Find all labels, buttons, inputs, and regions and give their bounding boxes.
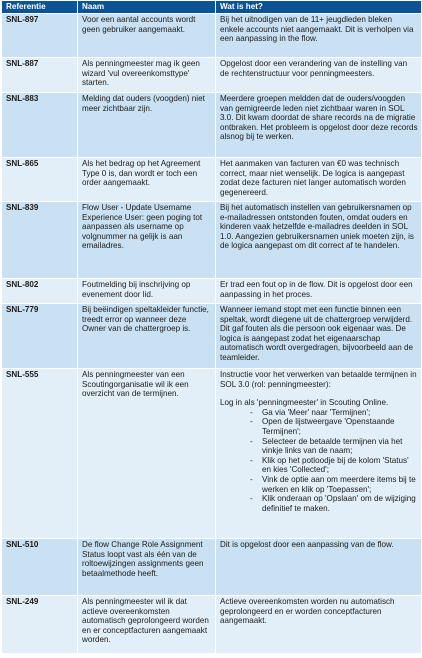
table-row [2, 158, 422, 202]
cell-naam: Als penningmeester van een Scoutingorganisatie wil ik een overzicht van de termijnen. [78, 369, 216, 539]
cell-omschrijving: Bij het automatisch instellen van gebruikersnamen op e-mailadressen ontstonden fouten, omdat ouders en kinderen vaak hetzelfde e-mailadres deelden in SOL 1.0. Aangezien gebruikersnamen uniek moeten zijn, is de logica aangepast om dit correct af te handelen. [216, 202, 422, 279]
table-body [2, 14, 422, 654]
cell-naam: Voor een aantal accounts wordt geen gebruiker aangemaakt. [78, 14, 216, 58]
header-naam: Naam [78, 1, 216, 14]
cell-referentie: SNL-839 [2, 202, 78, 279]
cell-omschrijving: Actieve overeenkomsten worden nu automatisch geprolongeerd en er worden conceptfacturen aangemaakt. [216, 596, 422, 654]
cell-naam: Als het bedrag op het Agreement Type 0 is, dan wordt er toch een order aangemaakt. [78, 158, 216, 202]
instruction-steps [220, 408, 418, 514]
cell-omschrijving [216, 369, 422, 539]
cell-naam: Als penningmeester mag ik geen wizard 'vul overeenkomsttype' starten. [78, 58, 216, 93]
cell-naam: De flow Change Role Assignment Status loopt vast als één van de roltoewijzingen assignments geen betaalmethode heeft. [78, 539, 216, 596]
cell-referentie: SNL-555 [2, 369, 78, 539]
cell-referentie: SNL-510 [2, 539, 78, 596]
cell-omschrijving: Opgelost door een verandering van de instelling van de rechtenstructuur voor penningmeesters. [216, 58, 422, 93]
instruction-step: - Vink de optie aan om meerdere items bij te werken en klik op 'Toepassen'; [250, 475, 418, 494]
table-row [2, 369, 422, 539]
release-notes-table [1, 0, 422, 654]
cell-omschrijving: Er trad een fout op in de flow. Dit is opgelost door een aanpassing in het proces. [216, 279, 422, 304]
cell-naam: Bij beëindigen speltakleider functie, treedt error op wanneer deze Owner van de chattergroep is. [78, 304, 216, 369]
instruction-step: - Selecteer de betaalde termijnen via het vinkje links van de naam; [250, 437, 418, 456]
instruction-step: - Ga via 'Meer' naar 'Termijnen'; [250, 408, 418, 418]
header-referentie: Referentie [2, 1, 78, 14]
instruction-step: - Klik onderaan op 'Opslaan' om de wijziging definitief te maken. [250, 494, 418, 513]
table-row [2, 279, 422, 304]
cell-naam: Als penningmeester wil ik dat actieve overeenkomsten automatisch geprolongeerd worden en er conceptfacturen aangemaakt worden. [78, 596, 216, 654]
instruction-login: Log in als 'penningmeester' in Scouting Online. [220, 398, 389, 408]
cell-referentie: SNL-887 [2, 58, 78, 93]
header-row [2, 1, 422, 14]
table-row [2, 93, 422, 158]
cell-omschrijving: Het aanmaken van facturen van €0 was technisch correct, maar niet wenselijk. De logica is aangepast zodat deze facturen niet langer automatisch worden gegenereerd. [216, 158, 422, 202]
header-wat-is-het: Wat is het? [216, 1, 422, 14]
cell-naam: Flow User - Update Username Experience User: geen poging tot aanpassen als username op volgnummer na gelijk is aan emailadres. [78, 202, 216, 279]
instruction-intro: Instructie voor het verwerken van betaalde termijnen in SOL 3.0 (rol: penningmeester): [220, 370, 417, 389]
table-row [2, 304, 422, 369]
cell-omschrijving: Bij het uitnodigen van de 11+ jeugdleden bleken enkele accounts niet aangemaakt. Dit is verholpen via een aanpassing in the flow. [216, 14, 422, 58]
table-row [2, 14, 422, 58]
paragraph-spacer [220, 389, 418, 398]
cell-omschrijving: Dit is opgelost door een aanpassing van de flow. [216, 539, 422, 596]
cell-referentie: SNL-779 [2, 304, 78, 369]
instruction-step: - Klik op het potloodje bij de kolom 'Status' en kies 'Collected'; [250, 456, 418, 475]
table-row [2, 539, 422, 596]
table-header [2, 1, 422, 14]
table-row [2, 596, 422, 654]
instruction-step: - Open de lijstweergave 'Openstaande Termijnen'; [250, 417, 418, 436]
cell-naam: Melding dat ouders (voogden) niet meer zichtbaar zijn. [78, 93, 216, 158]
cell-referentie: SNL-897 [2, 14, 78, 58]
cell-referentie: SNL-802 [2, 279, 78, 304]
table-row [2, 202, 422, 279]
cell-omschrijving: Wanneer iemand stopt met een functie binnen een speltak, wordt diegene uit de chattergroep verwijderd. Dit gaf fouten als die persoon ook eigenaar was. De logica is aangepast zodat het eigenaarschap automatisch wordt overgedragen, bijvoorbeeld aan de teamleider. [216, 304, 422, 369]
cell-omschrijving: Meerdere groepen meldden dat de ouders/voogden van gemigreerde leden niet zichtbaar waren in SOL 3.0. Dit kwam doordat de share records na de migratie ontbraken. Het probleem is opgelost door deze records alsnog bij te werken. [216, 93, 422, 158]
table-row [2, 58, 422, 93]
cell-referentie: SNL-865 [2, 158, 78, 202]
cell-referentie: SNL-883 [2, 93, 78, 158]
cell-naam: Foutmelding bij inschrijving op evenement door lid. [78, 279, 216, 304]
cell-referentie: SNL-249 [2, 596, 78, 654]
